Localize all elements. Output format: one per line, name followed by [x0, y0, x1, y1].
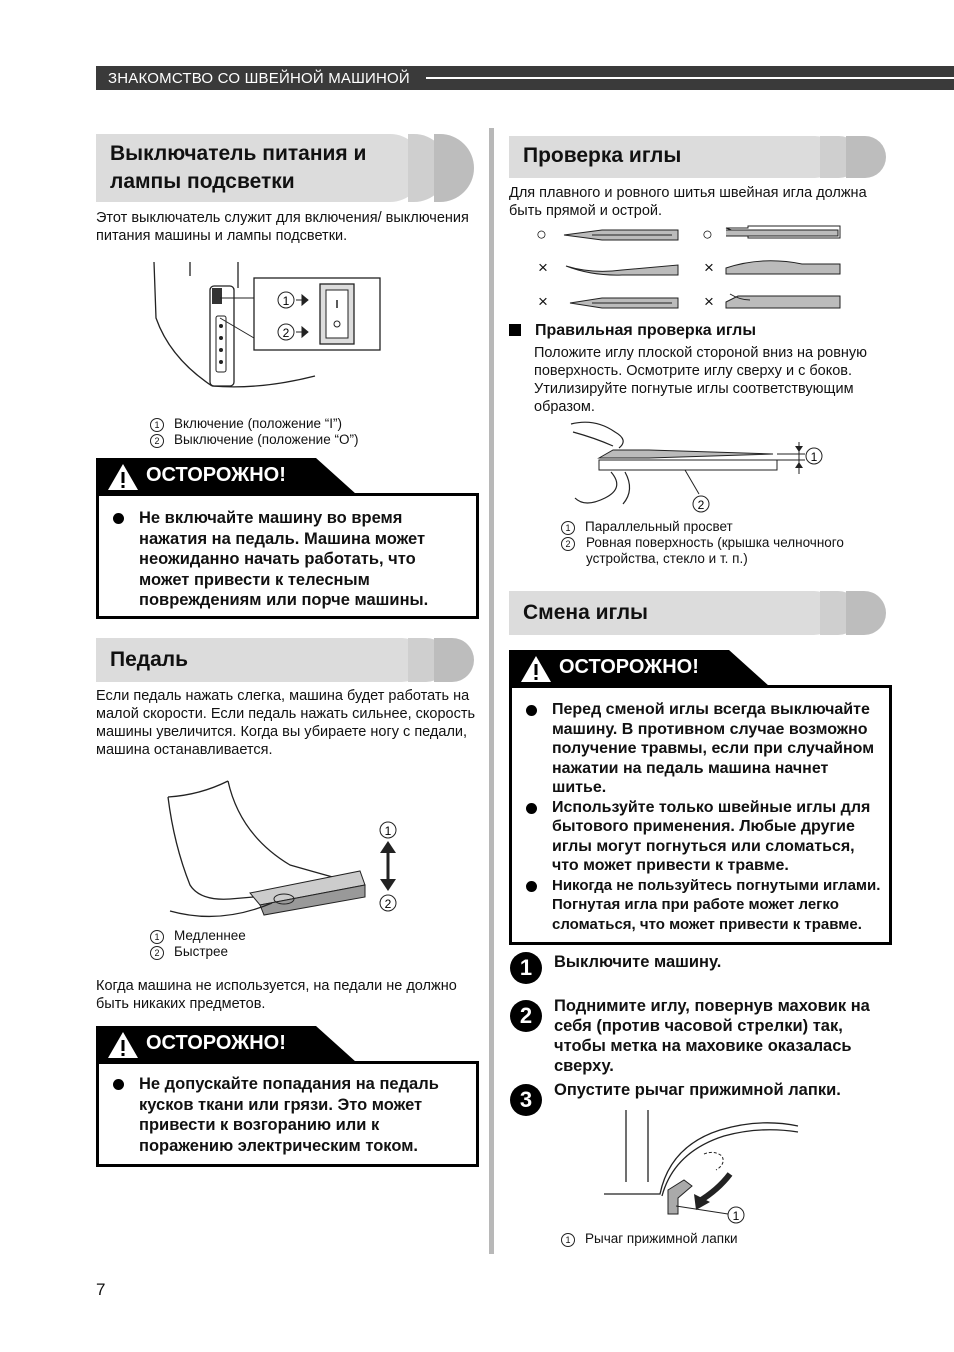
power-switch-illustration [150, 258, 382, 404]
bullet-dot [113, 1079, 124, 1090]
pedal-section-heading [96, 638, 474, 682]
warning-tab-1 [96, 458, 316, 494]
bad-mark: × [704, 292, 714, 311]
step-number: 2 [510, 1000, 542, 1032]
warning-3-item-2: Используйте только швейные иглы для бытового применения. Любые другие иглы могут погнуться или сломаться, что может привести к травме. [512, 798, 882, 876]
needle-check-heading [509, 136, 886, 178]
needle-check-body: Для плавного и ровного шитья швейная игла должна быть прямой и острой. [509, 185, 867, 219]
warning-3-label: ОСТОРОЖНО! [559, 656, 699, 678]
warning-icon [106, 1030, 140, 1060]
warning-3-item-3: Никогда не пользуйтесь погнутыми иглами. Погнутая игла при работе может легко сломаться, что может привести к травме. [512, 876, 882, 935]
header-rule [426, 77, 954, 79]
foot-pedal-illustration [160, 775, 410, 921]
bullet-dot [526, 803, 537, 814]
step-number: 3 [510, 1084, 542, 1116]
step-1 [510, 952, 890, 986]
step-text: Выключите машину. [554, 953, 722, 971]
surface-legend-2: 2 Ровная поверхность (крышка челночного устройства, стекло и т. п.) [561, 535, 881, 567]
bullet-dot [526, 881, 537, 892]
step-number: 1 [510, 952, 542, 984]
needle-change-title: Смена иглы [523, 601, 648, 624]
warning-3-item-1: Перед сменой иглы всегда выключайте машину. В противном случае возможно получение травмы, если при случайном нажатии на педаль машина начнет шитье. [512, 700, 882, 798]
needle-comparison [536, 224, 866, 314]
ok-mark: ○ [702, 224, 713, 244]
warning-icon [106, 462, 140, 492]
warning-2-item: Не допускайте попадания на педаль кусков ткани или грязи. Это может привести к возгоранию или к поражению электрическим током. [99, 1074, 459, 1156]
warning-2-label: ОСТОРОЖНО! [146, 1032, 286, 1054]
svg-text:2: 2 [697, 498, 705, 512]
needle-on-surface-illustration [565, 418, 830, 518]
warning-1-item: Не включайте машину во время нажатия на педаль. Машина может неожиданно начать работать, что может привести к телесным повреждениям или порче машины. [99, 508, 459, 611]
svg-text:2: 2 [282, 326, 290, 340]
power-title-line2: лампы подсветки [110, 170, 295, 193]
power-legend-2: 2 Выключение (положение “O”) [150, 432, 358, 448]
proper-check-heading: Правильная проверка иглы [509, 322, 756, 340]
surface-legend-1: 1 Параллельный просвет [561, 519, 733, 535]
needle-change-heading [509, 591, 886, 635]
needle-drawings [562, 224, 872, 314]
warning-box-3 [509, 685, 892, 945]
svg-text:1: 1 [384, 824, 392, 838]
bullet-dot [113, 513, 124, 524]
pedal-title: Педаль [110, 648, 189, 671]
warning-tab-3 [509, 650, 729, 686]
power-title-line1: Выключатель питания и [110, 142, 367, 165]
power-section-heading [96, 134, 474, 202]
svg-text:1: 1 [810, 450, 818, 464]
bad-mark: × [538, 258, 548, 277]
step-text: Опустите рычаг прижимной лапки. [554, 1081, 841, 1099]
column-divider [489, 128, 494, 1254]
step-text: Поднимите иглу, повернув маховик на себя (против часовой стрелки) так, чтобы метка на маховике оказалась сверху. [554, 997, 870, 1075]
running-header-title: ЗНАКОМСТВО СО ШВЕЙНОЙ МАШИНОЙ [108, 70, 410, 87]
svg-text:1: 1 [282, 294, 290, 308]
bullet-dot [526, 705, 537, 716]
page-number: 7 [96, 1280, 106, 1299]
step-2 [510, 996, 890, 1076]
svg-text:1: 1 [732, 1209, 740, 1223]
warning-box-1 [96, 493, 479, 619]
power-body: Этот выключатель служит для включения/ выключения питания машины и лампы подсветки. [96, 210, 469, 244]
pedal-note: Когда машина не используется, на педали не должно быть никаких предметов. [96, 978, 457, 1012]
running-header [96, 66, 954, 90]
pedal-body: Если педаль нажать слегка, машина будет работать на малой скорости. Если педаль нажать сильнее, скорость машины увеличится. Когда вы убираете ногу с педали, машина останавливается. [96, 688, 476, 758]
warning-tab-2 [96, 1026, 316, 1062]
presser-foot-lever-illustration [600, 1106, 800, 1226]
pedal-legend-2: 2 Быстрее [150, 944, 228, 960]
warning-1-label: ОСТОРОЖНО! [146, 464, 286, 486]
power-legend-1: 1 Включение (положение “I”) [150, 416, 342, 432]
bad-mark: × [704, 258, 714, 277]
warning-icon [519, 654, 553, 684]
ok-mark: ○ [536, 224, 547, 244]
svg-text:2: 2 [384, 897, 392, 911]
presser-legend: 1 Рычаг прижимной лапки [561, 1231, 738, 1247]
pedal-legend-1: 1 Медленнее [150, 928, 246, 944]
needle-check-title: Проверка иглы [523, 144, 682, 167]
warning-box-2 [96, 1061, 479, 1167]
square-bullet [509, 324, 521, 336]
bad-mark: × [538, 292, 548, 311]
proper-check-body: Положите иглу плоской стороной вниз на ровную поверхность. Осмотрите иглу сверху и с боков. Утилизируйте погнутые иглы соответствующим образом. [534, 345, 868, 415]
